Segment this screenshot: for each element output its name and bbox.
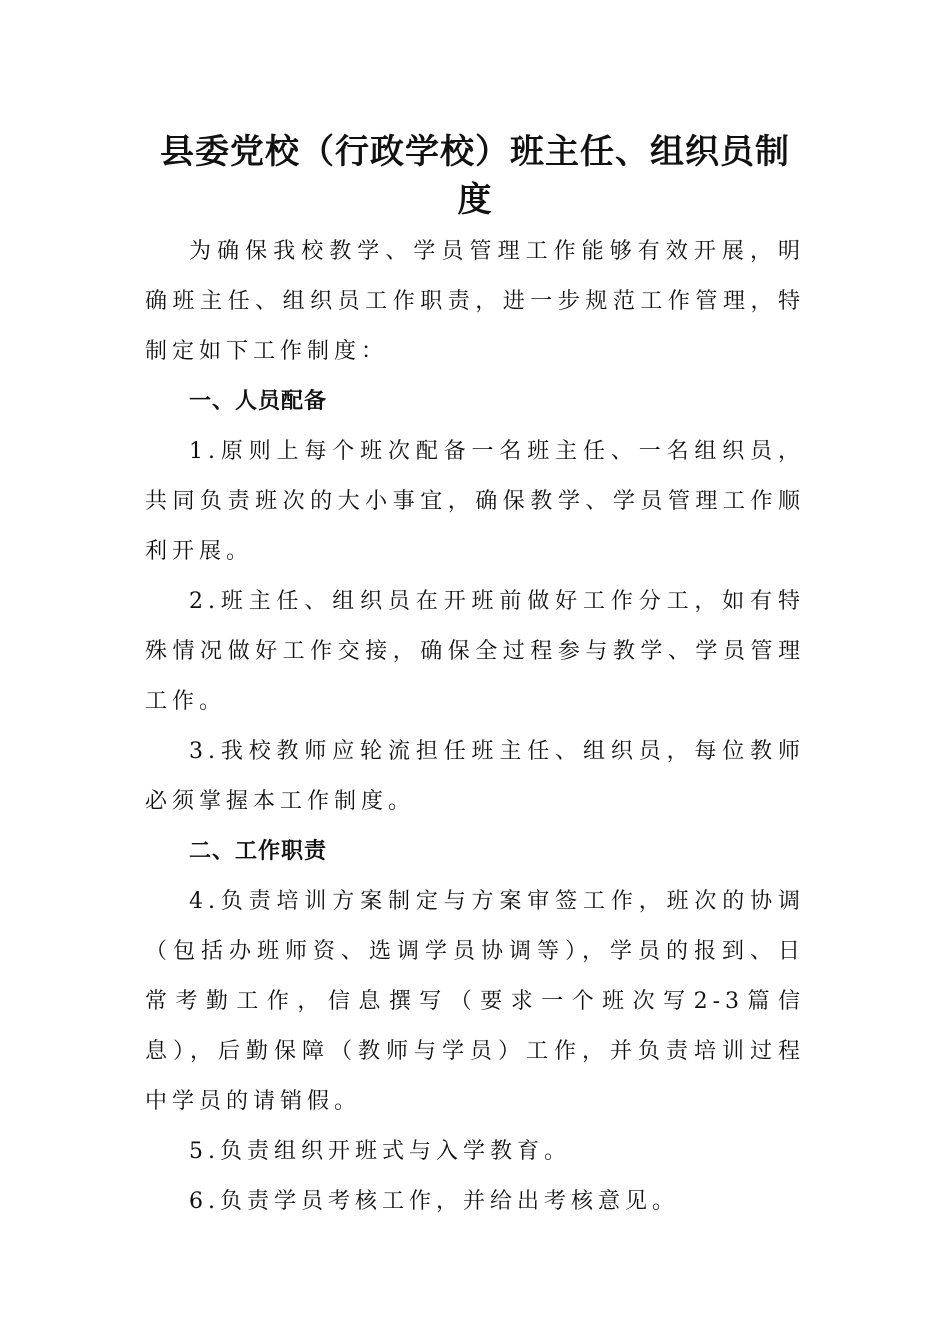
clause-5: 5.负责组织开班式与入学教育。 — [189, 1139, 571, 1164]
clause-4: 4.负责培训方案制定与方案审签工作，班次的协调（包括办班师资、选调学员协调等），学员的报到、日常考勤工作，信息撰写（要求一个班次写2-3篇信息），后勤保障（教师与学员）工作，并负责培训过程中学员的请销假。 — [145, 889, 805, 1114]
section-heading-staffing: 一、人员配备 — [189, 389, 328, 414]
clause-3: 3.我校教师应轮流担任班主任、组织员，每位教师必须掌握本工作制度。 — [145, 739, 805, 814]
clause-1: 1.原则上每个班次配备一名班主任、一名组织员，共同负责班次的大小事宜，确保教学、学员管理工作顺利开展。 — [145, 439, 805, 564]
section-heading-duties: 二、工作职责 — [189, 839, 328, 864]
clause-2: 2.班主任、组织员在开班前做好工作分工，如有特殊情况做好工作交接，确保全过程参与教学、学员管理工作。 — [145, 589, 805, 714]
clause-6: 6.负责学员考核工作，并给出考核意见。 — [189, 1189, 679, 1214]
intro-paragraph: 为确保我校教学、学员管理工作能够有效开展，明确班主任、组织员工作职责，进一步规范工作管理，特制定如下工作制度： — [145, 239, 805, 364]
document-body — [145, 227, 805, 1227]
document-title: 县委党校（行政学校）班主任、组织员制度 — [160, 132, 790, 220]
